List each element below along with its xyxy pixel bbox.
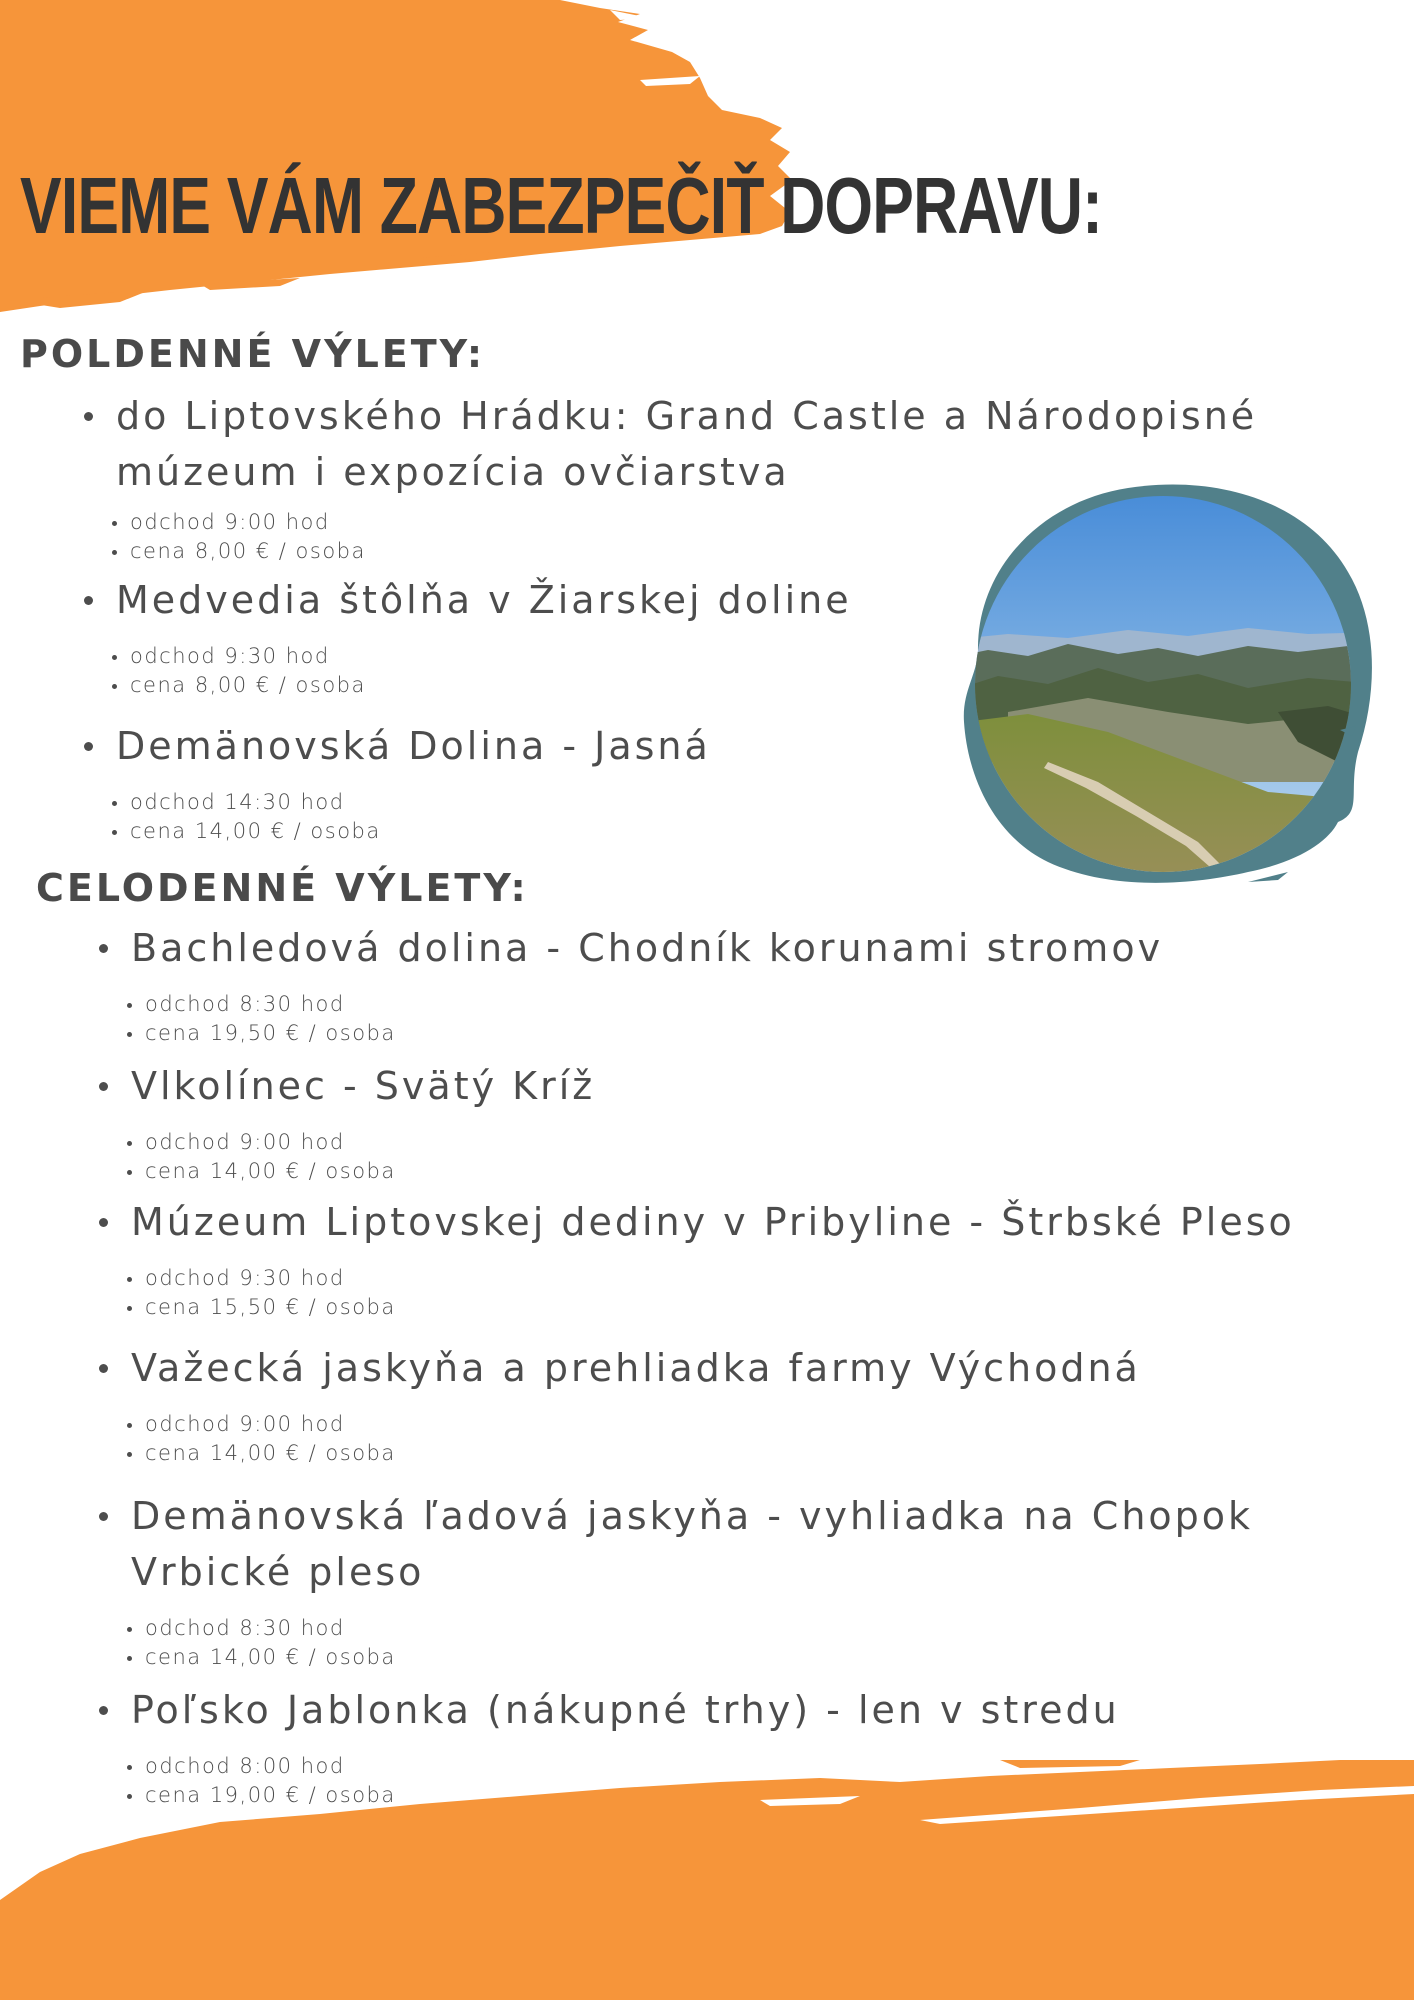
departure-time: odchod 9:00 hod [125,1128,1345,1157]
departure-time: odchod 9:00 hod [125,1410,1345,1439]
trip-name-line: Demänovská ľadová jaskyňa - vyhliadka na Chopok [131,1494,1254,1538]
trip-item [80,718,980,846]
mountain-landscape-photo [948,462,1378,892]
trip-name: Medvedia štôlňa v Žiarskej doline [80,572,980,628]
trip-item [80,572,980,700]
price: cena 14,00 € / osoba [125,1439,1345,1468]
trip-name-line: múzeum i expozícia ovčiarstva [116,450,790,494]
half-day-trips-title: POLDENNÉ VÝLETY: [20,332,486,376]
trip-details [95,990,1345,1048]
trip-details [80,642,980,700]
trip-name: Múzeum Liptovskej dediny v Pribyline - Štrbské Pleso [95,1194,1345,1250]
trip-item [95,1682,1345,1810]
price: cena 19,00 € / osoba [125,1781,1345,1810]
price: cena 14,00 € / osoba [125,1157,1345,1186]
departure-time: odchod 9:30 hod [125,1264,1345,1293]
price: cena 8,00 € / osoba [110,537,1330,566]
trip-item [95,1488,1345,1672]
departure-time: odchod 8:30 hod [125,990,1345,1019]
trip-details [95,1614,1345,1672]
departure-time: odchod 8:30 hod [125,1614,1345,1643]
trip-name: Demänovská Dolina - Jasná [80,718,980,774]
price: cena 15,50 € / osoba [125,1293,1345,1322]
price: cena 14,00 € / osoba [125,1643,1345,1672]
departure-time: odchod 9:30 hod [110,642,980,671]
trip-name: Bachledová dolina - Chodník korunami stromov [95,920,1345,976]
price: cena 19,50 € / osoba [125,1019,1345,1048]
trip-name: Poľsko Jablonka (nákupné trhy) - len v stredu [95,1682,1345,1738]
trip-details [95,1752,1345,1810]
price: cena 8,00 € / osoba [110,671,980,700]
departure-time: odchod 8:00 hod [125,1752,1345,1781]
trip-details [95,1410,1345,1468]
trip-item [95,1340,1345,1468]
trip-name: Vlkolínec - Svätý Kríž [95,1058,1345,1114]
departure-time: odchod 9:00 hod [110,508,1330,537]
trip-details [95,1128,1345,1186]
full-day-trips-title: CELODENNÉ VÝLETY: [36,866,529,910]
trip-details [80,788,980,846]
price: cena 14,00 € / osoba [110,817,980,846]
trip-name: Važecká jaskyňa a prehliadka farmy Východná [95,1340,1345,1396]
trip-name-line: do Liptovského Hrádku: Grand Castle a Národopisné [116,394,1258,438]
trip-item [95,1058,1345,1186]
trip-name-line: Vrbické pleso [131,1550,425,1594]
page-headline: VIEME VÁM ZABEZPEČIŤ DOPRAVU: [20,161,1103,250]
trip-details [95,1264,1345,1322]
departure-time: odchod 14:30 hod [110,788,980,817]
trip-name [95,1488,1345,1600]
trip-item [95,920,1345,1048]
trip-item [95,1194,1345,1322]
